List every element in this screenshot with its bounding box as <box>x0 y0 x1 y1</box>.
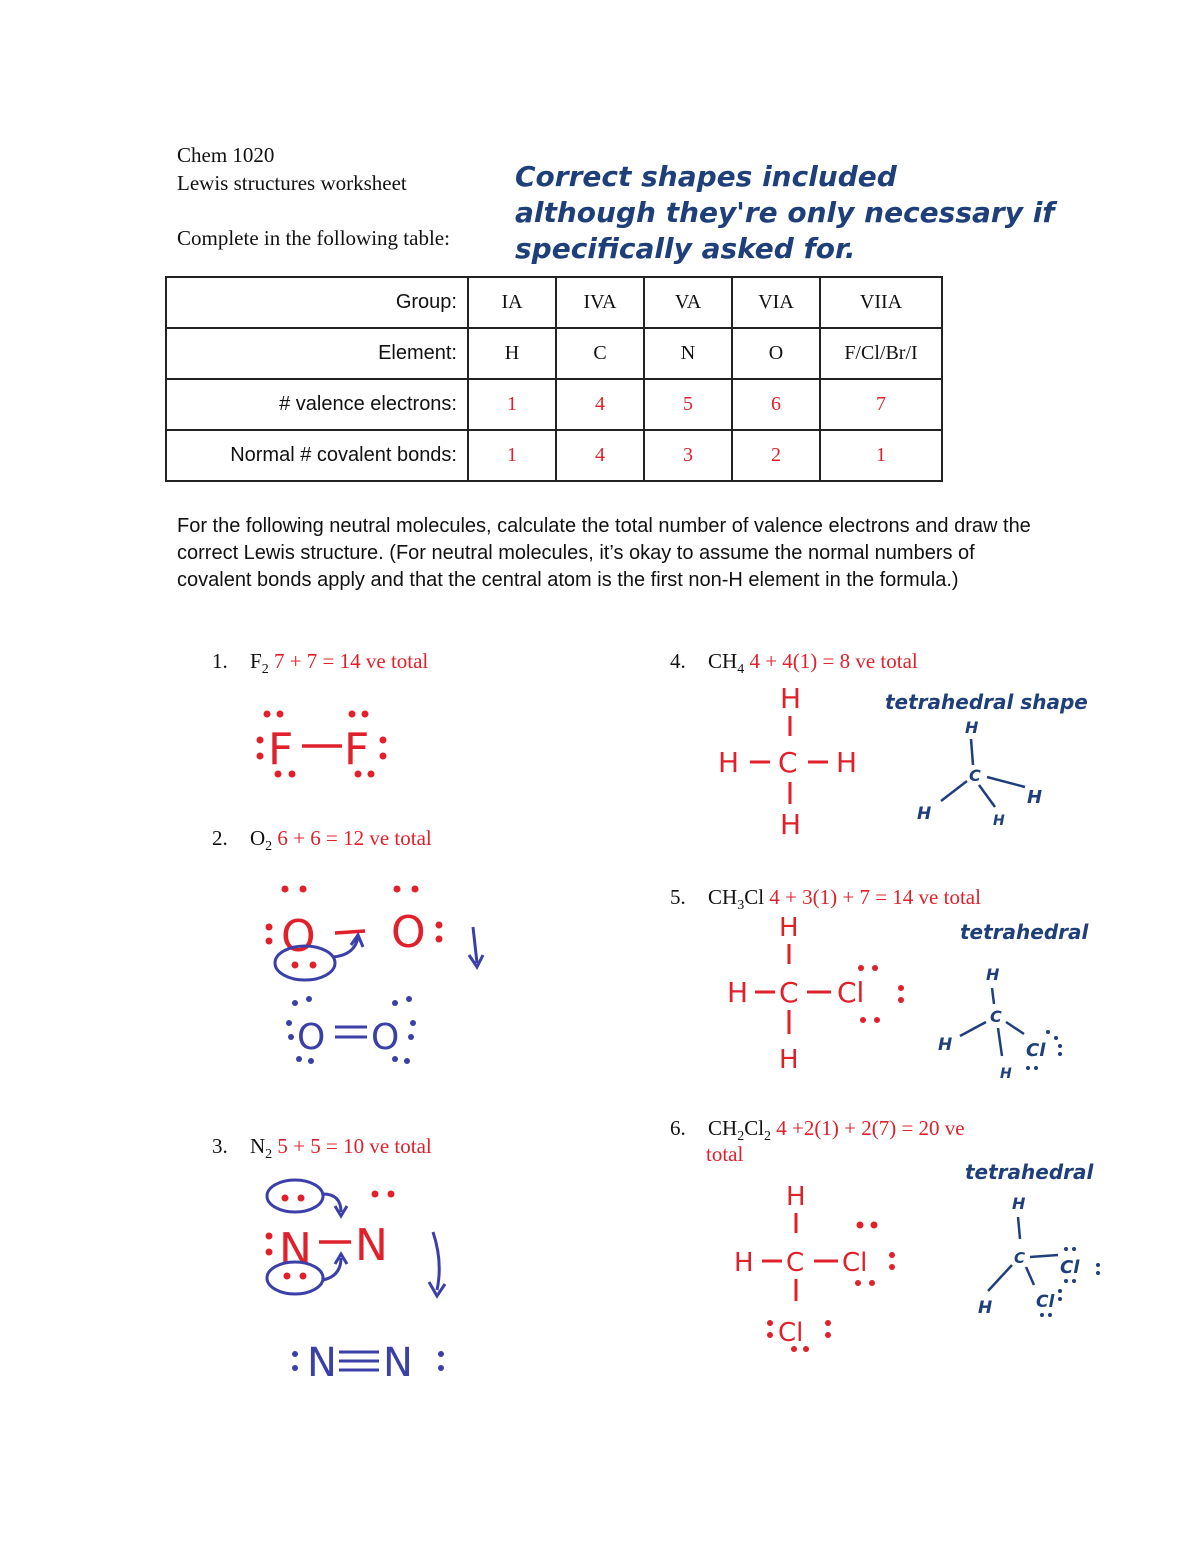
atom-label: H <box>836 746 858 779</box>
ch3cl-shape-label: tetrahedral <box>960 920 1089 944</box>
atom-label: H <box>779 913 799 943</box>
atom-label: C <box>786 1248 805 1278</box>
annotation-line-1: Correct shapes included <box>515 160 897 193</box>
atom-label: O <box>371 1017 400 1058</box>
f2-lewis-structure <box>240 700 410 790</box>
problem-answer: 5 + 5 = 10 ve total <box>277 1134 432 1158</box>
problem-1 <box>212 649 428 678</box>
table-cell: N <box>644 328 732 379</box>
table-cell: VIA <box>732 277 820 328</box>
formula-subscript: 2 <box>764 1129 772 1145</box>
atom-label: H <box>993 813 1005 829</box>
table-cell-answer: 1 <box>468 430 556 481</box>
formula-subscript: 3 <box>737 898 745 914</box>
formula: N <box>250 1134 266 1158</box>
table-row-bonds <box>166 430 942 481</box>
atom-label: C <box>778 746 798 779</box>
atom-label: C <box>969 766 981 785</box>
atom-label: H <box>965 718 979 737</box>
ch4-tetrahedral-shape <box>905 715 1065 830</box>
problem-2 <box>212 826 432 855</box>
atom-label: H <box>718 746 740 779</box>
problem-4 <box>670 649 918 678</box>
atom-label: H <box>780 682 802 715</box>
atom-label: Cl <box>778 1318 804 1348</box>
table-row-element <box>166 328 942 379</box>
problem-number: 6. <box>670 1116 686 1140</box>
table-cell-answer: 1 <box>820 430 942 481</box>
table-cell: C <box>556 328 644 379</box>
ch2cl2-tetrahedral-shape <box>960 1185 1110 1325</box>
problem-3 <box>212 1134 432 1163</box>
problem-answer: 4 + 4(1) = 8 ve total <box>749 649 918 673</box>
valence-table <box>165 276 943 482</box>
atom-label: O <box>297 1017 326 1058</box>
atom-label: O <box>281 911 316 962</box>
ch2cl2-shape-label: tetrahedral <box>965 1160 1094 1184</box>
atom-label: Cl <box>842 1248 868 1278</box>
row-label: Group: <box>166 277 468 328</box>
course-title: Chem 1020 <box>177 143 275 167</box>
table-cell: VA <box>644 277 732 328</box>
atom-label: H <box>917 804 932 824</box>
atom-label: C <box>779 976 799 1009</box>
formula: O <box>250 826 266 850</box>
annotation-line-2: although they're only necessary if <box>515 196 1055 229</box>
atom-label: C <box>1014 1249 1026 1267</box>
atom-label: Cl <box>1060 1257 1080 1278</box>
atom-label: N <box>279 1224 312 1275</box>
table-row-group <box>166 277 942 328</box>
atom-label: H <box>1027 787 1043 808</box>
table-cell-answer: 2 <box>732 430 820 481</box>
atom-label: C <box>990 1007 1002 1026</box>
table-cell-answer: 4 <box>556 430 644 481</box>
table-cell: IVA <box>556 277 644 328</box>
ch4-shape-label: tetrahedral shape <box>885 690 1088 714</box>
table-row-valence <box>166 379 942 430</box>
table-cell: F/Cl/Br/I <box>820 328 942 379</box>
problem-answer: 4 +2(1) + 2(7) = 20 ve <box>776 1116 965 1140</box>
problem-number: 5. <box>670 885 686 909</box>
formula-subscript: 4 <box>737 662 745 678</box>
atom-label: F <box>344 724 370 775</box>
atom-label: H <box>780 808 802 840</box>
o2-lewis-structure <box>255 875 505 1075</box>
table-cell: H <box>468 328 556 379</box>
annotation-line-3: specifically asked for. <box>515 232 856 265</box>
n2-lewis-structure <box>255 1172 505 1397</box>
table-instruction: Complete in the following table: <box>177 226 450 250</box>
formula: CH <box>708 649 738 673</box>
table-cell-answer: 4 <box>556 379 644 430</box>
problem-answer: 7 + 7 = 14 ve total <box>273 649 429 673</box>
table-cell-answer: 6 <box>732 379 820 430</box>
atom-label: H <box>986 965 1000 984</box>
row-label: # valence electrons: <box>166 379 468 430</box>
atom-label: H <box>779 1045 799 1075</box>
atom-label: N <box>307 1340 337 1386</box>
table-cell-answer: 5 <box>644 379 732 430</box>
atom-label: O <box>391 907 426 958</box>
ch3cl-tetrahedral-shape <box>930 960 1070 1085</box>
problem-6 <box>670 1116 965 1145</box>
table-cell-answer: 3 <box>644 430 732 481</box>
problem-number: 3. <box>212 1134 228 1158</box>
atom-label: H <box>727 976 749 1009</box>
formula: CH <box>708 1116 738 1140</box>
atom-label: N <box>383 1340 413 1386</box>
table-cell: IA <box>468 277 556 328</box>
atom-label: Cl <box>1026 1040 1046 1061</box>
formula-subscript: 2 <box>737 1129 745 1145</box>
formula-subscript: 2 <box>261 662 269 678</box>
table-cell: VIIA <box>820 277 942 328</box>
table-cell-answer: 7 <box>820 379 942 430</box>
problem-answer: 4 + 3(1) + 7 = 14 ve total <box>769 885 981 909</box>
atom-label: H <box>978 1298 993 1318</box>
ch4-lewis-structure <box>710 680 880 840</box>
formula-subscript: 2 <box>265 1147 273 1163</box>
formula: Cl <box>744 885 765 909</box>
atom-label: Cl <box>1036 1292 1055 1312</box>
atom-label: Cl <box>837 976 865 1009</box>
ch3cl-lewis-structure <box>725 910 925 1075</box>
formula-subscript: 2 <box>265 839 273 855</box>
formula: F <box>250 649 262 673</box>
problem-number: 4. <box>670 649 686 673</box>
atom-label: H <box>1000 1066 1012 1082</box>
atom-label: N <box>355 1220 388 1271</box>
instructions-paragraph: For the following neutral molecules, calculate the total number of valence electrons and draw the correct Lewis structure. (For neutral molecules, it’s okay to assume the normal numbers of covalent bonds apply and that the central atom is the first non-H element in the formula.) <box>177 515 1031 591</box>
ch2cl2-lewis-structure <box>730 1175 910 1355</box>
formula: CH <box>708 885 738 909</box>
problem-number: 2. <box>212 826 228 850</box>
problem-answer: 6 + 6 = 12 ve total <box>277 826 432 850</box>
row-label: Element: <box>166 328 468 379</box>
row-label: Normal # covalent bonds: <box>166 430 468 481</box>
atom-label: H <box>938 1035 953 1055</box>
atom-label: H <box>786 1182 806 1212</box>
atom-label: H <box>734 1248 754 1278</box>
problem-6-answer-continued: total <box>706 1142 744 1166</box>
table-cell: O <box>732 328 820 379</box>
problem-number: 1. <box>212 649 228 673</box>
atom-label: F <box>268 724 294 775</box>
atom-label: H <box>1012 1194 1026 1213</box>
formula: Cl <box>744 1116 765 1140</box>
worksheet-title: Lewis structures worksheet <box>177 171 407 195</box>
table-cell-answer: 1 <box>468 379 556 430</box>
